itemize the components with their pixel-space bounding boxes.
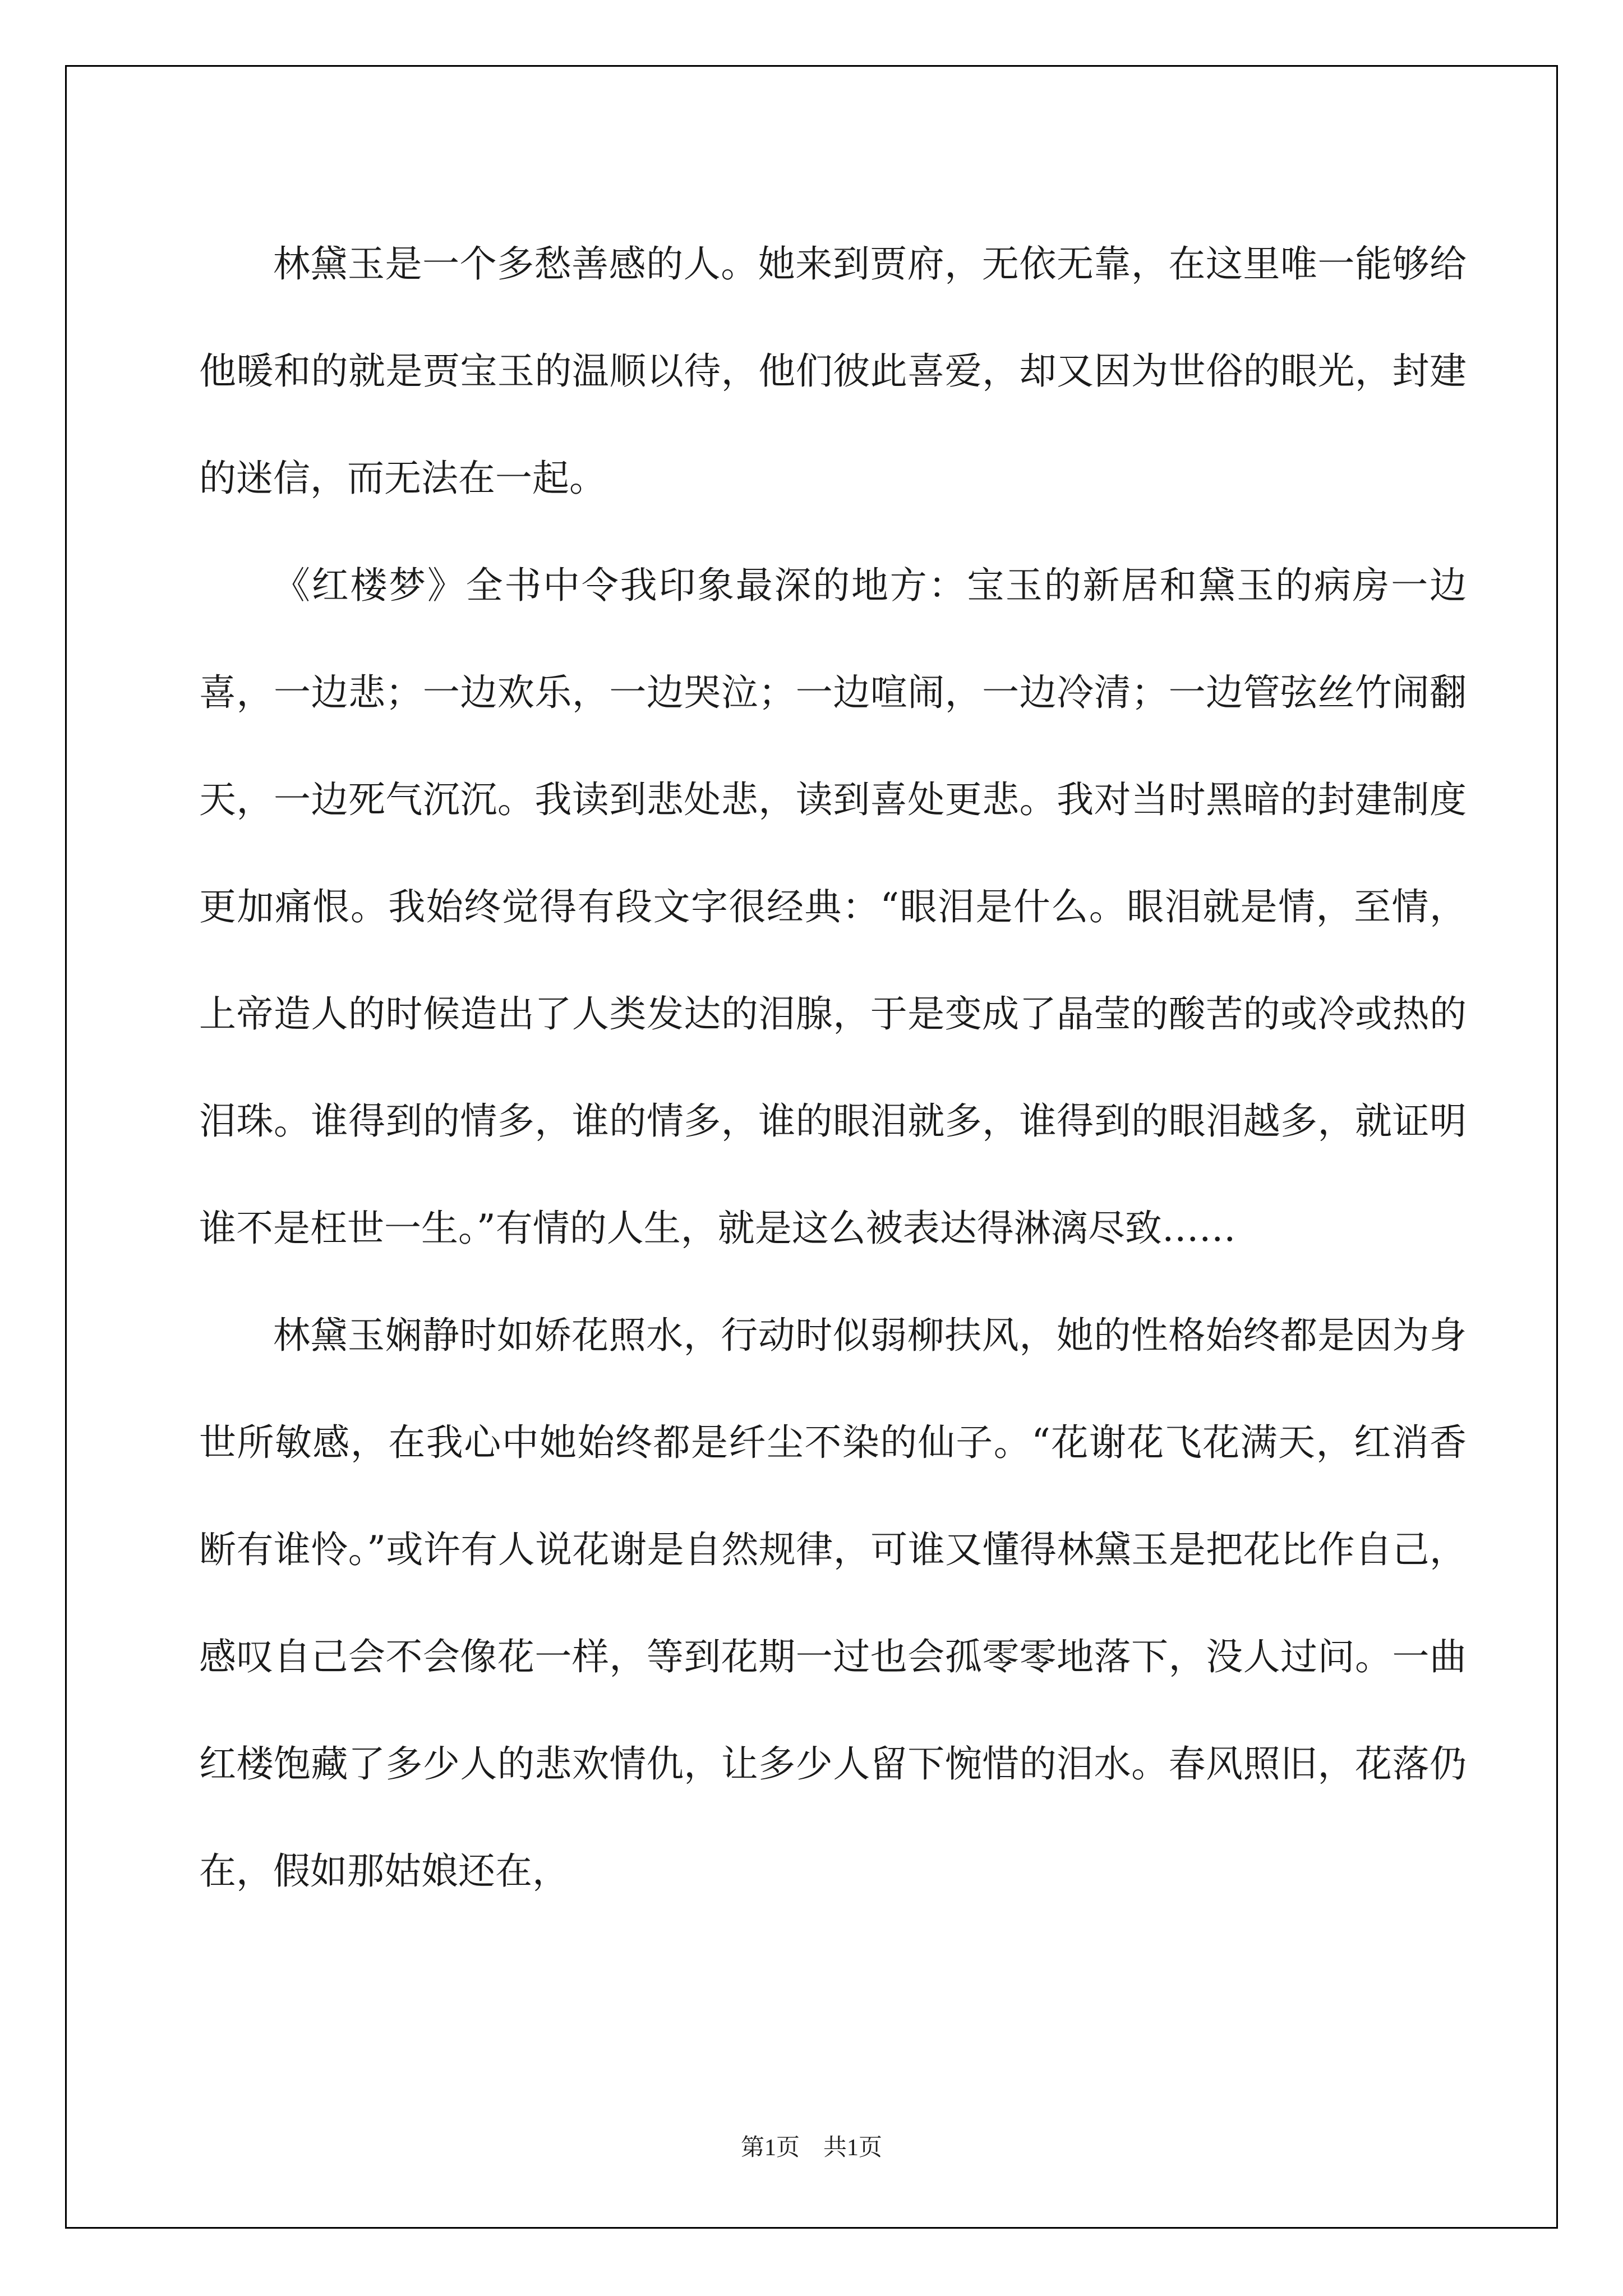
paragraph-3: 林黛玉娴静时如娇花照水，行动时似弱柳扶风，她的性格始终都是因为身世所敏感，在我心中她始终都是纤尘不染的仙子。“花谢花飞花满天，红消香断有谁怜。”或许有人说花谢是自然规律，可谁又懂得林黛玉是把花比作自己，感叹自己会不会像花一样，等到花期一过也会孤零零地落下，没人过问。一曲红楼饱藏了多少人的悲欢情仇，让多少人留下惋惜的泪水。春风照旧，花落仍在，假如那姑娘还在， xyxy=(199,1314,1467,1893)
document-body xyxy=(199,210,1467,1925)
paragraph-1: 林黛玉是一个多愁善感的人。她来到贾府，无依无靠，在这里唯一能够给他暖和的就是贾宝玉的温顺以待，他们彼此喜爱，却又因为世俗的眼光，封建的迷信，而无法在一起。 xyxy=(199,242,1467,500)
paragraph-2: 《红楼梦》全书中令我印象最深的地方：宝玉的新居和黛玉的病房一边喜，一边悲；一边欢乐，一边哭泣；一边喧闹，一边冷清；一边管弦丝竹闹翻天，一边死气沉沉。我读到悲处悲，读到喜处更悲。我对当时黑暗的封建制度更加痛恨。我始终觉得有段文字很经典：“眼泪是什么。眼泪就是情，至情，上帝造人的时候造出了人类发达的泪腺，于是变成了晶莹的酸苦的或冷或热的泪珠。谁得到的情多，谁的情多，谁的眼泪就多，谁得到的眼泪越多，就证明谁不是枉世一生。”有情的人生，就是这么被表达得淋漓尽致…… xyxy=(199,564,1467,1250)
page-number-footer: 第1页 共1页 xyxy=(740,2135,882,2161)
